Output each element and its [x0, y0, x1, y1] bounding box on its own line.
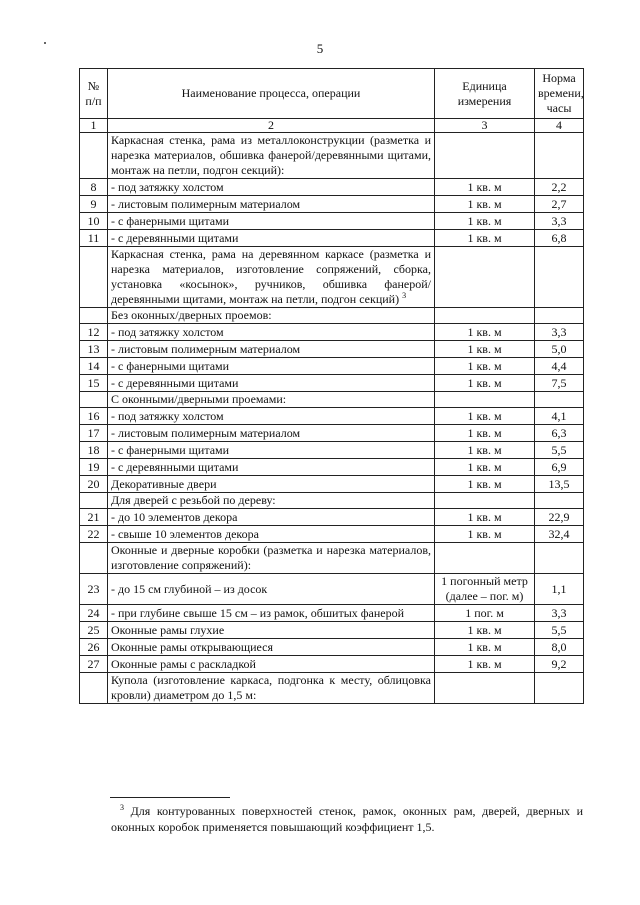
footnote-mark: 3	[120, 803, 124, 812]
norm-cell: 22,9	[535, 509, 584, 526]
norm-cell	[535, 308, 584, 324]
section-description	[108, 543, 435, 574]
row-number: 9	[80, 196, 108, 213]
norm-cell: 4,1	[535, 408, 584, 425]
unit-cell: 1 кв. м	[435, 213, 535, 230]
norm-cell	[535, 493, 584, 509]
unit-cell: 1 погонный метр (далее – пог. м)	[435, 574, 535, 605]
row-number: 16	[80, 408, 108, 425]
operation-name: Декоративные двери	[108, 476, 435, 493]
unit-cell	[435, 392, 535, 408]
section-text: Каркасная стенка, рама из металлоконструкции (разметка и нарезка материалов, обшивка фанерой/деревянными щитами, монтаж на петли, подгон секций):	[111, 133, 431, 177]
section-row	[80, 247, 584, 308]
row-number: 18	[80, 442, 108, 459]
section-row	[80, 133, 584, 179]
operation-name: - листовым полимерным материалом	[108, 341, 435, 358]
row-number	[80, 673, 108, 704]
row-number: 10	[80, 213, 108, 230]
unit-cell	[435, 493, 535, 509]
row-number: 25	[80, 622, 108, 639]
operation-name: - при глубине свыше 15 см – из рамок, обшитых фанерой	[108, 605, 435, 622]
unit-cell	[435, 247, 535, 308]
norm-cell: 5,0	[535, 341, 584, 358]
norm-cell: 13,5	[535, 476, 584, 493]
unit-cell: 1 кв. м	[435, 375, 535, 392]
table-row	[80, 442, 584, 459]
section-description	[108, 392, 435, 408]
table-row	[80, 639, 584, 656]
table-row	[80, 622, 584, 639]
operation-name: - под затяжку холстом	[108, 408, 435, 425]
section-row	[80, 673, 584, 704]
section-description	[108, 493, 435, 509]
unit-cell: 1 кв. м	[435, 459, 535, 476]
table-row	[80, 213, 584, 230]
section-row	[80, 543, 584, 574]
norm-cell: 3,3	[535, 324, 584, 341]
norm-cell: 5,5	[535, 442, 584, 459]
col-header-unit: Единица измерения	[435, 69, 535, 119]
row-number: 19	[80, 459, 108, 476]
norm-cell	[535, 247, 584, 308]
section-text: Каркасная стенка, рама на деревянном каркасе (разметка и нарезка материалов, изготовление сопряжений, сборка, установка «косынок», ручников, обшивка фанерой/деревянными щитами, монтаж на петли, подгон секций)	[111, 247, 431, 306]
row-number: 12	[80, 324, 108, 341]
norm-cell: 6,3	[535, 425, 584, 442]
operation-name: - с деревянными щитами	[108, 230, 435, 247]
section-text: Купола (изготовление каркаса, подгонка к месту, облицовка кровли) диаметром до 1,5 м:	[111, 673, 431, 702]
norm-cell	[535, 673, 584, 704]
row-number: 24	[80, 605, 108, 622]
norm-cell	[535, 543, 584, 574]
unit-cell	[435, 543, 535, 574]
operation-name: Оконные рамы открывающиеся	[108, 639, 435, 656]
row-number: 11	[80, 230, 108, 247]
section-text: Оконные и дверные коробки (разметка и нарезка материалов, изготовление сопряжений):	[111, 543, 431, 572]
norms-table	[79, 68, 584, 704]
section-text: Для дверей с резьбой по дереву:	[111, 493, 276, 507]
unit-cell: 1 кв. м	[435, 622, 535, 639]
table-row	[80, 526, 584, 543]
norm-cell: 9,2	[535, 656, 584, 673]
section-description	[108, 247, 435, 308]
table-row	[80, 358, 584, 375]
unit-cell	[435, 133, 535, 179]
row-number: 21	[80, 509, 108, 526]
operation-name: Оконные рамы глухие	[108, 622, 435, 639]
column-numbers-row	[80, 119, 584, 133]
scan-dot	[44, 42, 46, 44]
table-row	[80, 425, 584, 442]
table-row	[80, 230, 584, 247]
row-number: 23	[80, 574, 108, 605]
norm-cell: 2,2	[535, 179, 584, 196]
table-row	[80, 476, 584, 493]
unit-cell: 1 кв. м	[435, 179, 535, 196]
unit-cell: 1 кв. м	[435, 230, 535, 247]
table-header-row	[80, 69, 584, 119]
unit-cell: 1 кв. м	[435, 425, 535, 442]
row-number	[80, 247, 108, 308]
norm-cell: 6,9	[535, 459, 584, 476]
row-number: 8	[80, 179, 108, 196]
operation-name: Оконные рамы с раскладкой	[108, 656, 435, 673]
row-number: 13	[80, 341, 108, 358]
row-number	[80, 493, 108, 509]
operation-name: - до 10 элементов декора	[108, 509, 435, 526]
row-number: 17	[80, 425, 108, 442]
norm-cell	[535, 392, 584, 408]
row-number	[80, 392, 108, 408]
unit-cell: 1 кв. м	[435, 656, 535, 673]
section-row	[80, 308, 584, 324]
section-row	[80, 493, 584, 509]
footnote-text: Для контурованных поверхностей стенок, рамок, оконных рам, дверей, дверных и оконных коробок применяется повышающий коэффициент 1,5.	[111, 804, 584, 834]
operation-name: - с фанерными щитами	[108, 213, 435, 230]
operation-name: - листовым полимерным материалом	[108, 425, 435, 442]
operation-name: - под затяжку холстом	[108, 179, 435, 196]
col-header-num: № п/п	[80, 69, 108, 119]
norm-cell: 32,4	[535, 526, 584, 543]
col-header-norm: Норма времени, часы	[535, 69, 584, 119]
operation-name: - с фанерными щитами	[108, 442, 435, 459]
operation-name: - до 15 см глубиной – из досок	[108, 574, 435, 605]
row-number: 26	[80, 639, 108, 656]
footnote-ref: 3	[402, 291, 407, 300]
section-description	[108, 133, 435, 179]
unit-cell: 1 кв. м	[435, 509, 535, 526]
norm-cell: 7,5	[535, 375, 584, 392]
section-description	[108, 673, 435, 704]
table-row	[80, 196, 584, 213]
row-number	[80, 133, 108, 179]
unit-cell: 1 пог. м	[435, 605, 535, 622]
unit-cell: 1 кв. м	[435, 341, 535, 358]
unit-cell: 1 кв. м	[435, 526, 535, 543]
norm-cell: 3,3	[535, 605, 584, 622]
unit-cell: 1 кв. м	[435, 324, 535, 341]
unit-cell: 1 кв. м	[435, 442, 535, 459]
section-description	[108, 308, 435, 324]
operation-name: - с деревянными щитами	[108, 459, 435, 476]
operation-name: - под затяжку холстом	[108, 324, 435, 341]
unit-cell: 1 кв. м	[435, 408, 535, 425]
norm-cell: 6,8	[535, 230, 584, 247]
unit-cell: 1 кв. м	[435, 476, 535, 493]
col-number: 4	[535, 119, 584, 133]
norm-cell: 4,4	[535, 358, 584, 375]
page-number: 5	[316, 41, 324, 56]
operation-name: - свыше 10 элементов декора	[108, 526, 435, 543]
unit-cell	[435, 308, 535, 324]
operation-name: - с фанерными щитами	[108, 358, 435, 375]
table-row	[80, 324, 584, 341]
row-number: 22	[80, 526, 108, 543]
operation-name: - с деревянными щитами	[108, 375, 435, 392]
operation-name: - листовым полимерным материалом	[108, 196, 435, 213]
table-row	[80, 375, 584, 392]
norm-cell: 2,7	[535, 196, 584, 213]
section-text: С оконными/дверными проемами:	[111, 392, 287, 406]
table-body	[80, 133, 584, 704]
norm-cell: 3,3	[535, 213, 584, 230]
footnote-rule	[110, 797, 230, 798]
table-row	[80, 179, 584, 196]
section-row	[80, 392, 584, 408]
col-header-name: Наименование процесса, операции	[108, 69, 435, 119]
row-number	[80, 308, 108, 324]
section-text: Без оконных/дверных проемов:	[111, 308, 272, 322]
norm-cell: 5,5	[535, 622, 584, 639]
row-number	[80, 543, 108, 574]
row-number: 15	[80, 375, 108, 392]
unit-cell	[435, 673, 535, 704]
footnote	[111, 803, 583, 835]
table-row	[80, 408, 584, 425]
row-number: 20	[80, 476, 108, 493]
table-row	[80, 605, 584, 622]
unit-cell: 1 кв. м	[435, 358, 535, 375]
col-number: 1	[80, 119, 108, 133]
col-number: 2	[108, 119, 435, 133]
row-number: 14	[80, 358, 108, 375]
table-row	[80, 341, 584, 358]
table-row	[80, 509, 584, 526]
norm-cell: 1,1	[535, 574, 584, 605]
norm-cell: 8,0	[535, 639, 584, 656]
unit-cell: 1 кв. м	[435, 639, 535, 656]
table-row	[80, 656, 584, 673]
col-number: 3	[435, 119, 535, 133]
row-number: 27	[80, 656, 108, 673]
table-row	[80, 574, 584, 605]
unit-cell: 1 кв. м	[435, 196, 535, 213]
table-row	[80, 459, 584, 476]
norm-cell	[535, 133, 584, 179]
